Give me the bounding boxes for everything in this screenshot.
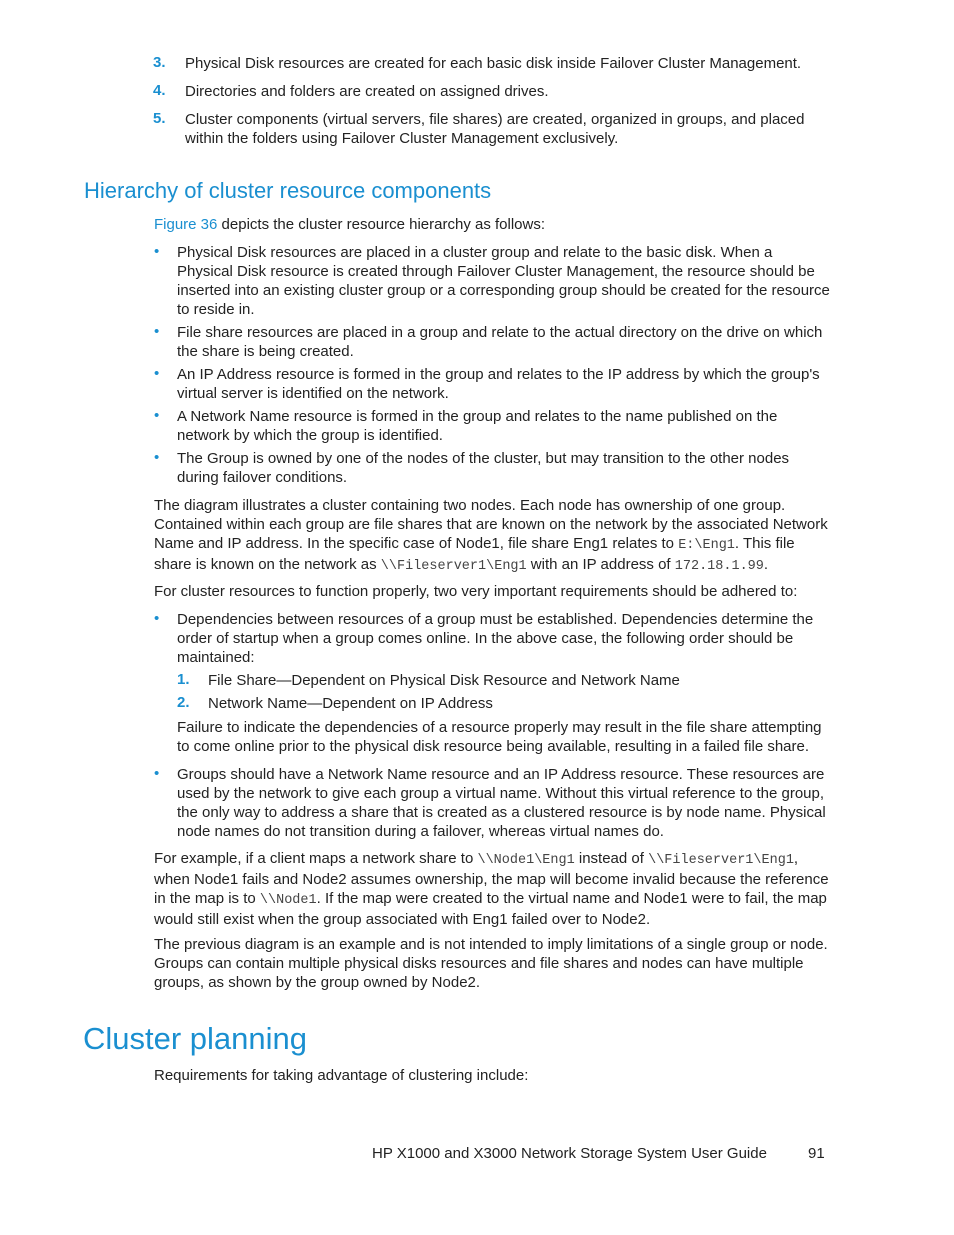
bullet-glyph: • xyxy=(154,449,160,466)
requirements-paragraph: For cluster resources to function properly, two very important requirements should be adhered to: xyxy=(154,583,798,600)
code-ip: 172.18.1.99 xyxy=(674,559,764,574)
planning-intro: Requirements for taking advantage of clustering include: xyxy=(154,1067,529,1084)
step-text: Cluster components (virtual servers, file shares) are created, organized in groups, and placed within the folders using Failover Cluster Management exclusively. xyxy=(185,111,805,147)
bullet-glyph: • xyxy=(154,407,160,424)
previous-diagram-paragraph: The previous diagram is an example and is not intended to imply limitations of a single group or node. Groups can contain multiple physical disks resources and file shares and nodes can have multiple groups, as shown by the group owned by Node2. xyxy=(154,936,828,991)
order-number: 1. xyxy=(177,671,190,688)
step-number: 4. xyxy=(153,82,166,99)
intro-text: depicts the cluster resource hierarchy as follows: xyxy=(217,216,546,233)
bullet-glyph: • xyxy=(154,765,160,782)
footer-title: HP X1000 and X3000 Network Storage System User Guide xyxy=(372,1145,767,1162)
step-text: Directories and folders are created on assigned drives. xyxy=(185,83,549,100)
example-paragraph xyxy=(154,849,834,929)
bullet-glyph: • xyxy=(154,323,160,340)
order-text: File Share—Dependent on Physical Disk Resource and Network Name xyxy=(208,672,680,689)
step-number: 3. xyxy=(153,54,166,71)
main-heading: Cluster planning xyxy=(83,1021,308,1056)
bullet-glyph: • xyxy=(154,610,160,627)
code-node: \\Node1 xyxy=(259,893,317,908)
text-run: The diagram illustrates a cluster containing two nodes. Each node has ownership of one group. Contained within each group are file shares that are known on the network by the associated Network Name and IP address. In the specific case of Node1, file share Eng1 relates to xyxy=(154,497,828,552)
figure-link[interactable]: Figure 36 xyxy=(154,216,218,233)
text-run: . If the map were created to the virtual name and Node1 were to fail, the map would still exist when the group associated with Eng1 failed over to Node2. xyxy=(154,890,827,928)
failure-note: Failure to indicate the dependencies of a resource properly may result in the file share attempting to come online prior to the physical disk resource being available, resulting in a failed file share. xyxy=(177,719,822,755)
order-text: Network Name—Dependent on IP Address xyxy=(208,695,493,712)
code-path: E:\Eng1 xyxy=(678,538,735,553)
code-virtual-share: \\Fileserver1\Eng1 xyxy=(648,853,794,868)
text-run: . xyxy=(763,556,769,573)
text-run: instead of xyxy=(574,850,649,867)
step-number: 5. xyxy=(153,110,166,127)
text-run: , when Node1 fails and Node2 assumes ownership, the map will become invalid because the reference in the map is to xyxy=(154,850,829,907)
step-text: Physical Disk resources are created for each basic disk inside Failover Cluster Management. xyxy=(185,55,802,72)
order-number: 2. xyxy=(177,694,190,711)
code-node-share: \\Node1\Eng1 xyxy=(477,853,575,868)
bullet-glyph: • xyxy=(154,365,160,382)
list-item: A Network Name resource is formed in the group and relates to the name published on the network by which the group is identified. xyxy=(177,408,778,444)
text-run: with an IP address of xyxy=(526,556,675,573)
intro-paragraph xyxy=(154,215,834,234)
code-share: \\Fileserver1\Eng1 xyxy=(380,559,527,574)
diagram-paragraph xyxy=(154,496,832,576)
list-item: File share resources are placed in a group and relate to the actual directory on the drive on which the share is being created. xyxy=(177,324,823,360)
list-item: Physical Disk resources are placed in a cluster group and relate to the basic disk. When a Physical Disk resource is created through Failover Cluster Management, the resource should be inserted into an existing cluster group or a corresponding group should be created for the resource to reside in. xyxy=(177,244,830,318)
groups-bullet: Groups should have a Network Name resource and an IP Address resource. These resources are used by the network to give each group a virtual name. Without this virtual reference to the group, the only way to address a share that is created as a clustered resource is by node name. Physical node names do not transition during a failover, whereas virtual names do. xyxy=(177,766,826,840)
list-item: The Group is owned by one of the nodes of the cluster, but may transition to the other nodes during failover conditions. xyxy=(177,450,790,486)
section-heading: Hierarchy of cluster resource components xyxy=(84,178,492,203)
dependency-bullet: Dependencies between resources of a group must be established. Dependencies determine the order of startup when a group comes online. In the above case, the following order should be maintained: xyxy=(177,611,814,666)
bullet-glyph: • xyxy=(154,243,160,260)
text-run: . This file share is known on the network as xyxy=(154,535,795,573)
list-item: An IP Address resource is formed in the group and relates to the IP address by which the group's virtual server is identified on the network. xyxy=(177,366,820,402)
text-run: For example, if a client maps a network share to xyxy=(154,850,478,867)
page-number: 91 xyxy=(808,1145,825,1162)
